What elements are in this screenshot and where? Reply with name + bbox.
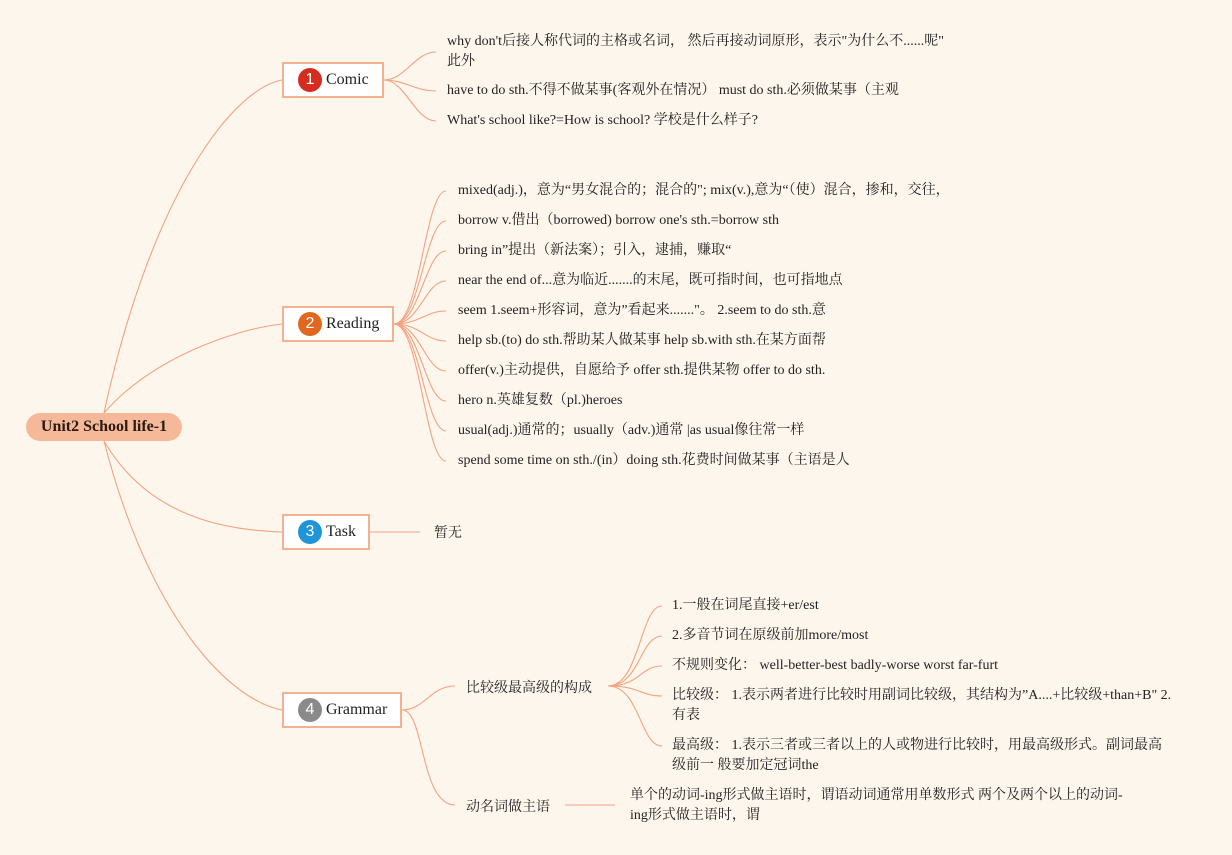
reading-item-6: help sb.(to) do sth.帮助某人做某事 help sb.with sth.在某方面帮 <box>458 333 826 348</box>
link-root-grammar <box>104 441 282 710</box>
reading-item-7: offer(v.)主动提供，自愿给予 offer sth.提供某物 offer to do sth. <box>458 363 826 378</box>
link-root-reading <box>104 324 282 413</box>
reading-item-1: mixed(adj.)，意为“男女混合的；混合的"; mix(v.),意为“（使）混合，掺和，交往， <box>458 183 950 198</box>
grammar-sub1-item-3: 不规则变化： well-better-best badly-worse worst far-furt <box>672 658 999 673</box>
link-grammar-sub2 <box>402 710 455 805</box>
branch-label: Task <box>326 523 356 540</box>
link-grammar-sub1 <box>402 686 455 710</box>
comic-item-3: What's school like?=How is school? 学校是什么样子? <box>447 113 758 128</box>
reading-item-10: spend some time on sth./(in）doing sth.花费时间做某事（主语是人 <box>458 453 850 468</box>
grammar-sub-comparative[interactable]: 比较级最高级的构成 <box>466 680 592 696</box>
branch-reading[interactable] <box>282 306 394 342</box>
comic-item-2: have to do sth.不得不做某事(客观外在情况） must do sth.必须做某事（主观 <box>447 83 899 98</box>
root-node[interactable] <box>26 413 182 441</box>
link-comic-1 <box>384 52 436 80</box>
link-reading-2 <box>394 221 446 324</box>
number-badge-icon: 3 <box>298 520 322 544</box>
link-root-task <box>104 441 282 532</box>
reading-item-3: bring in”提出（新法案）；引入，逮捕，赚取“ <box>458 243 732 258</box>
reading-item-4: near the end of...意为临近.......的末尾，既可指时间，也可指地点 <box>458 273 843 288</box>
grammar-sub2-item-1: 单个的动词-ing形式做主语时，谓语动词通常用单数形式 两个及两个以上的动词-ing形式做主语时，谓 <box>630 788 1123 823</box>
link-reading-4 <box>394 281 446 324</box>
grammar-sub1-item-5: 最高级： 1.表示三者或三者以上的人或物进行比较时，用最高级形式。副词最高级前一 般要加定冠词the <box>672 738 1162 773</box>
link-sub1-1 <box>608 606 662 686</box>
comic-item-1: why don't后接人称代词的主格或名词， 然后再接动词原形，表示"为什么不......呢" 此外 <box>447 34 944 69</box>
grammar-sub-gerund[interactable]: 动名词做主语 <box>466 799 550 815</box>
branch-task[interactable] <box>282 514 370 550</box>
link-root-comic <box>104 80 282 413</box>
link-comic-3 <box>384 80 436 121</box>
branch-comic[interactable] <box>282 62 384 98</box>
task-item-1: 暂无 <box>434 526 462 541</box>
root-label: Unit2 School life-1 <box>40 418 168 435</box>
number-badge-icon: 2 <box>298 312 322 336</box>
grammar-sub1-item-4: 比较级： 1.表示两者进行比较时用副词比较级，其结构为”A....+比较级+than+B" 2.有表 <box>672 688 1172 723</box>
reading-item-2: borrow v.借出（borrowed) borrow one's sth.=borrow sth <box>458 213 779 228</box>
number-badge-icon: 1 <box>298 68 322 92</box>
branch-label: Comic <box>326 71 369 88</box>
branch-label: Reading <box>326 315 380 332</box>
branch-grammar[interactable] <box>282 692 402 728</box>
reading-item-5: seem 1.seem+形容词，意为”看起来......."。 2.seem to do sth.意 <box>458 303 826 318</box>
link-reading-3 <box>394 251 446 324</box>
link-reading-1 <box>394 191 446 324</box>
grammar-sub1-item-2: 2.多音节词在原级前加more/most <box>672 628 869 643</box>
grammar-sub1-item-1: 1.一般在词尾直接+er/est <box>672 598 819 613</box>
reading-item-9: usual(adj.)通常的；usually（adv.)通常 |as usual像往常一样 <box>458 423 805 438</box>
branch-label: Grammar <box>326 701 388 718</box>
link-reading-8 <box>394 324 446 401</box>
reading-item-8: hero n.英雄复数（pl.)heroes <box>458 393 623 408</box>
number-badge-icon: 4 <box>298 698 322 722</box>
link-sub1-3 <box>608 666 662 686</box>
